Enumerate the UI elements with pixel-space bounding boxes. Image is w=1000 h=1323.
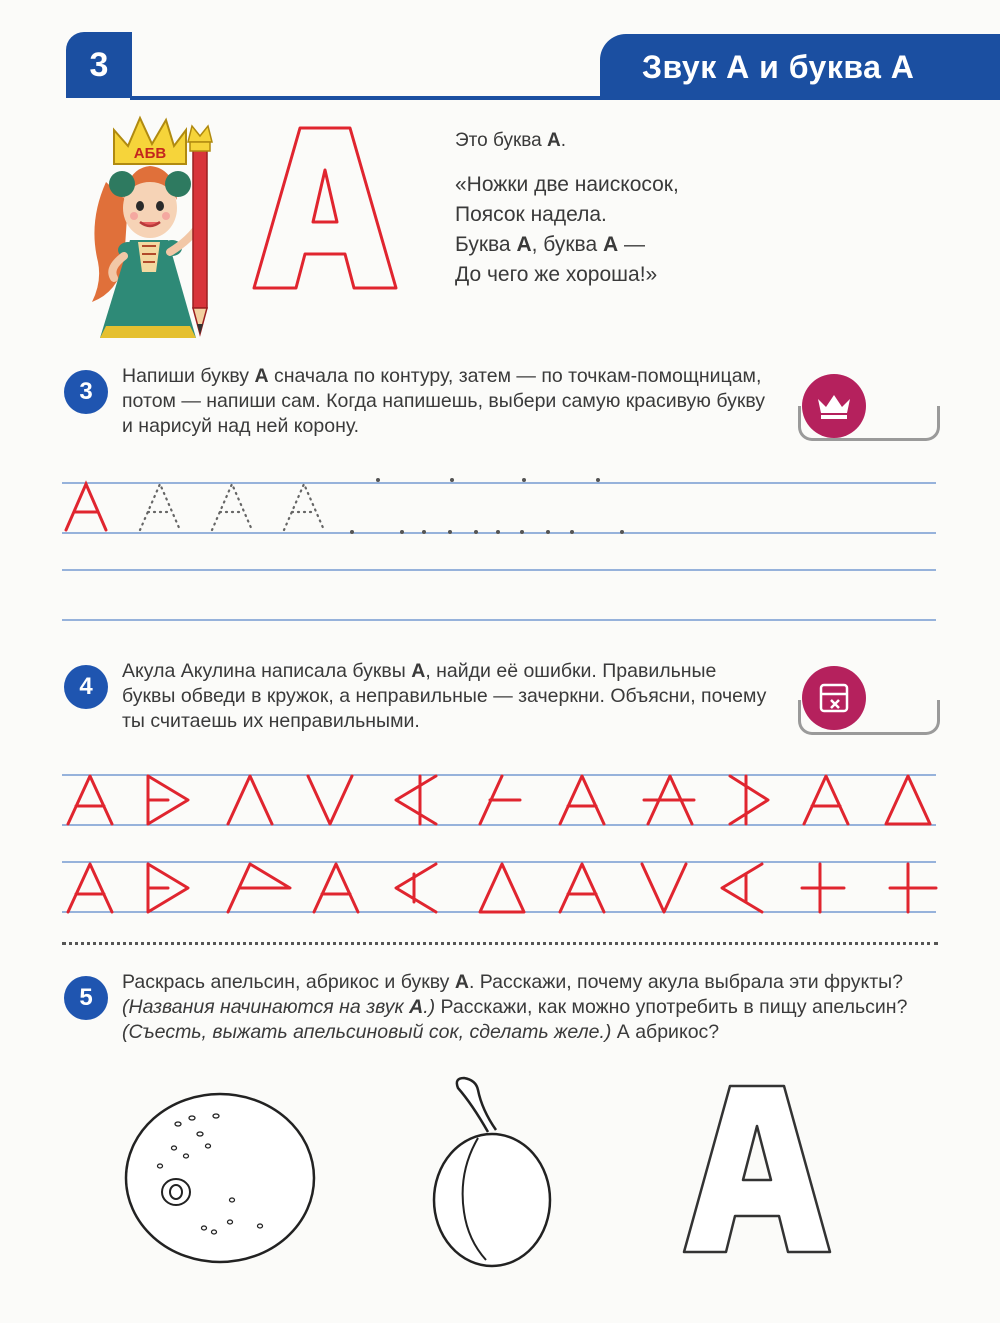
task-number-badge: 4 [64,665,108,709]
helper-dots [350,478,624,534]
badge-bracket [798,406,940,441]
princess-illustration [78,112,238,348]
apricot-illustration [428,1074,560,1272]
crown-letters: АБВ [133,145,167,162]
text-run-bold: А [411,660,426,682]
task-number-badge: 3 [64,370,108,414]
text-run: сначала по контуру, затем — по точкам-помощницам, потом — напиши сам. Когда напишешь, выбери самую красивую букву и нарисуй над ней корону. [122,365,766,437]
text-run: . Расскажи, почему акула выбрала эти фрукты? [468,971,903,993]
text-run: А абрикос? [611,1021,720,1043]
intro-line-text: Это буква А. [455,130,567,151]
task-5-instructions [122,970,942,1045]
task-number-badge: 5 [64,976,108,1020]
big-letter-a-outline [250,122,400,292]
text-run: Напиши букву [122,365,255,387]
task-4-instructions [122,659,772,734]
page-number-tab [66,32,132,98]
sample-letter-a [66,484,106,530]
page-number: 3 [89,45,109,84]
task-3-instructions [122,364,772,439]
header-rule [130,96,600,100]
letter-a-to-color [680,1082,834,1258]
intro-line [455,126,679,156]
text-run: Акула Акулина написала буквы [122,660,412,682]
text-run-bold-italic: А [409,996,424,1018]
text-run-italic: (Названия начинаются на звук [122,996,410,1018]
text-run-bold: А [254,365,269,387]
text-run-bold: А [454,971,469,993]
letter-row-1 [68,776,930,824]
dotted-letter-traces [140,484,324,530]
orange-illustration [120,1090,330,1270]
page-title: Звук А и буква А [600,34,1000,100]
letter-row-2 [68,864,936,912]
poem-line-1: «Ножки две наискосок, [455,173,679,196]
text-run: , найди её ошибки. Правильные буквы обведи в кружок, а неправильные — зачеркни. Объясни, почему ты считаешь их неправильными. [122,660,767,732]
poem-line-2: Поясок надела. [455,203,607,226]
badge-bracket [798,700,940,735]
poem-line-3: Буква А, буква А — [455,233,645,256]
intro-poem [455,126,679,290]
letter-rows [62,770,938,920]
text-run-italic: (Съесть, выжать апельсиновый сок, сделать желе.) [122,1021,612,1043]
section-separator [62,942,938,945]
text-run: Расскажи, как можно употребить в пищу апельсин? [435,996,908,1018]
writing-practice-area [62,470,938,630]
poem-line-4: До чего же хороша!» [455,263,658,286]
text-run-italic: .) [423,996,436,1018]
text-run: Раскрась апельсин, абрикос и букву [122,971,455,993]
